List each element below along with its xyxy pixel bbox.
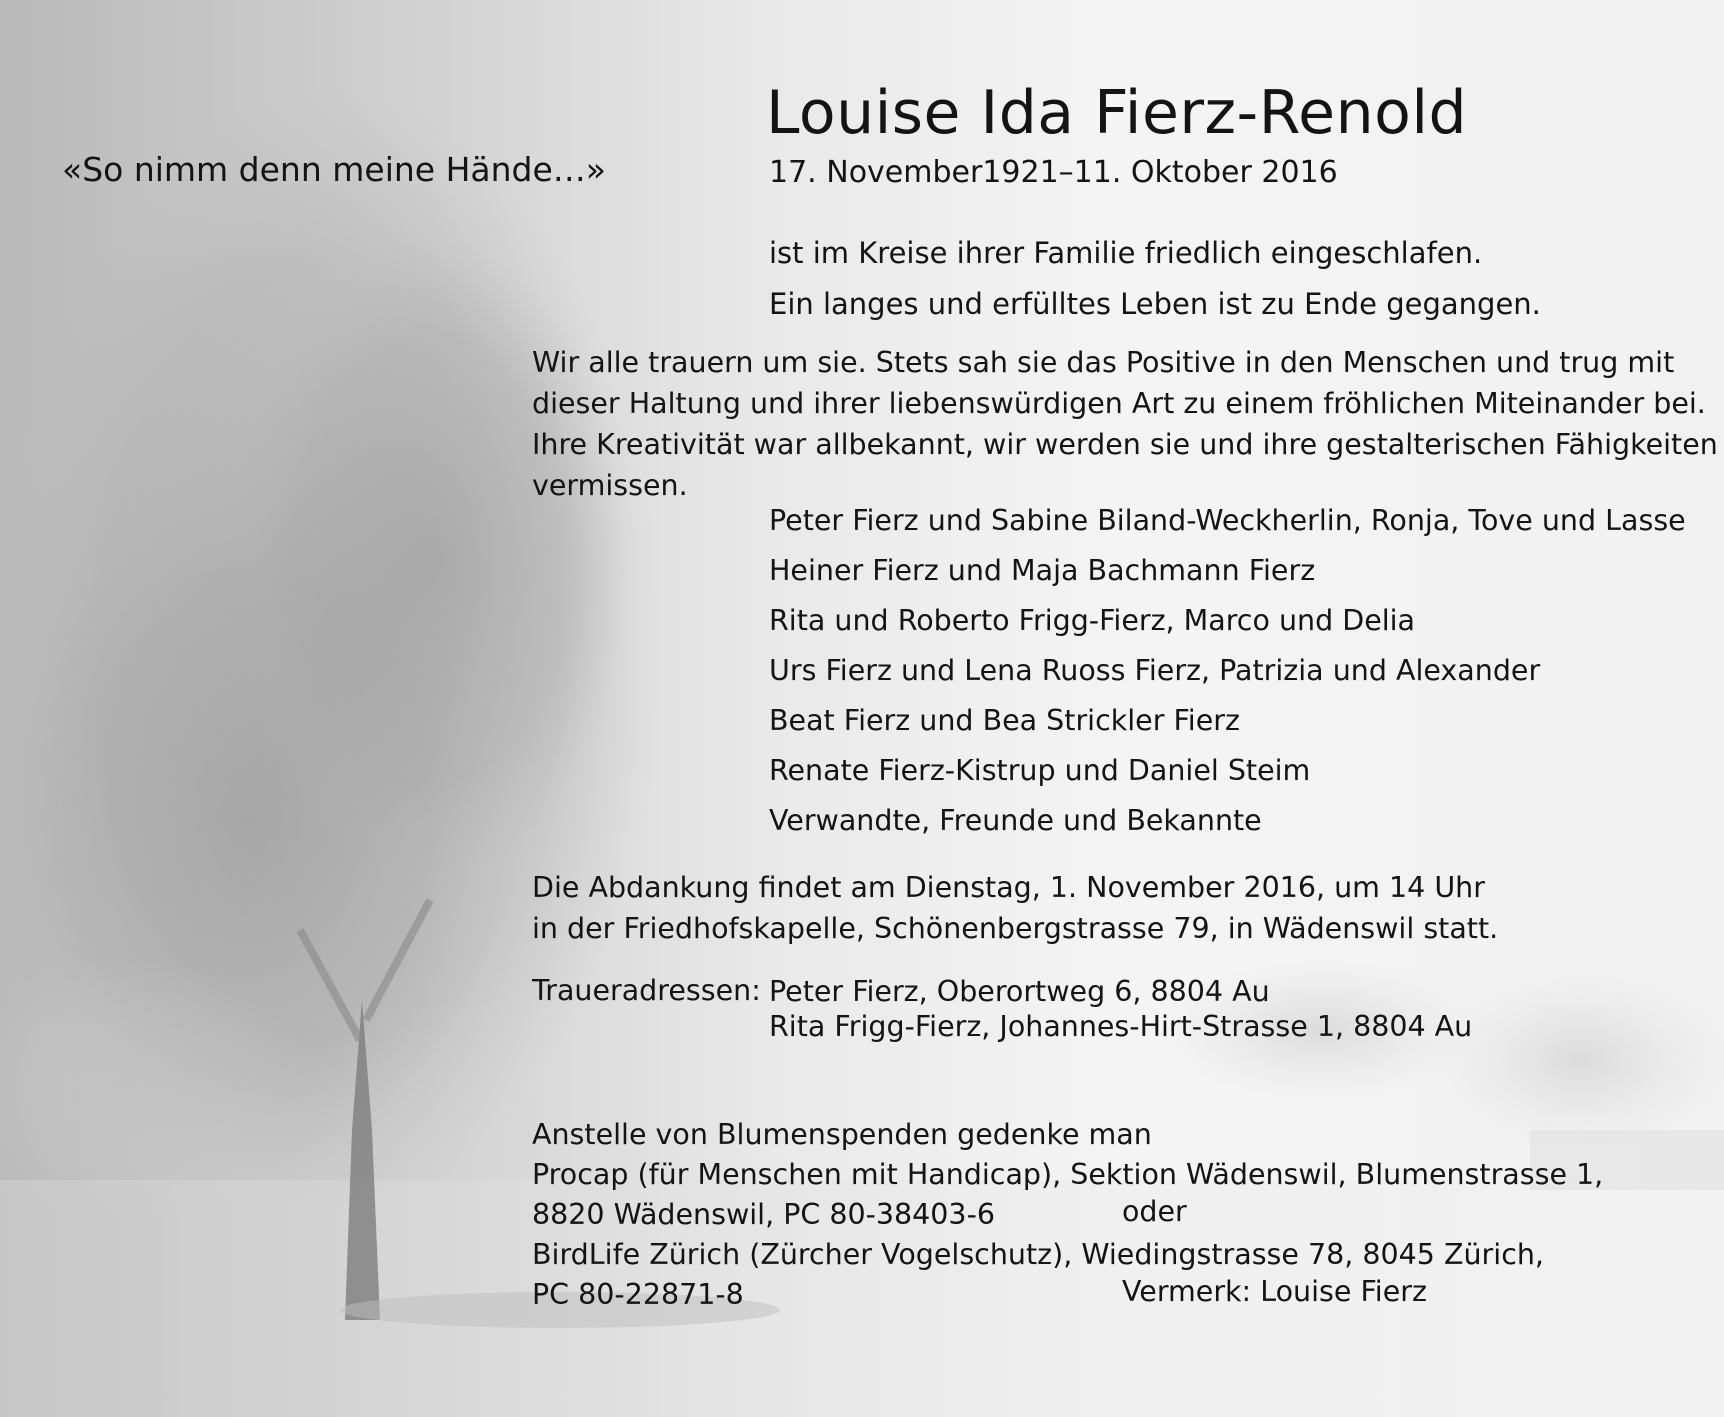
donation-or: oder [1122, 1195, 1187, 1228]
mourner-entry: Renate Fierz-Kistrup und Daniel Steim [769, 754, 1311, 787]
tribute-line: vermissen. [532, 469, 688, 502]
mourner-entry: Heiner Fierz und Maja Bachmann Fierz [769, 554, 1316, 587]
mourner-entry: Peter Fierz und Sabine Biland-Weckherlin, Ronja, Tove und Lasse [769, 504, 1686, 537]
tribute-line: Wir alle trauern um sie. Stets sah sie das Positive in den Menschen und trug mit [532, 346, 1675, 379]
address-line: Peter Fierz, Oberortweg 6, 8804 Au [769, 975, 1270, 1008]
deceased-name: Louise Ida Fierz-Renold [766, 78, 1468, 148]
donations-info [532, 1115, 1603, 1315]
donation-line: Anstelle von Blumenspenden gedenke man [532, 1118, 1152, 1151]
life-dates: 17. November1921–11. Oktober 2016 [769, 155, 1338, 190]
donation-line: Procap (für Menschen mit Handicap), Sektion Wädenswil, Blumenstrasse 1, [532, 1158, 1604, 1191]
donation-line: 8820 Wädenswil, PC 80-38403-6 [532, 1198, 995, 1231]
ceremony-line: in der Friedhofskapelle, Schönenbergstrasse 79, in Wädenswil statt. [532, 912, 1499, 945]
intro-line: ist im Kreise ihrer Familie friedlich eingeschlafen. [769, 236, 1483, 270]
mourner-entry: Rita und Roberto Frigg-Fierz, Marco und Delia [769, 604, 1416, 637]
motto-quote: «So nimm denn meine Hände…» [62, 150, 606, 189]
donation-note: Vermerk: Louise Fierz [1122, 1275, 1427, 1308]
donation-line: BirdLife Zürich (Zürcher Vogelschutz), Wiedingstrasse 78, 8045 Zürich, [532, 1238, 1544, 1271]
addresses-list [769, 974, 1472, 1044]
tribute-line: Ihre Kreativität war allbekannt, wir werden sie und ihre gestalterischen Fähigkeiten [532, 428, 1718, 461]
ceremony-line: Die Abdankung findet am Dienstag, 1. November 2016, um 14 Uhr [532, 871, 1485, 904]
mourner-entry: Urs Fierz und Lena Ruoss Fierz, Patrizia und Alexander [769, 654, 1541, 687]
ceremony-info [532, 867, 1498, 949]
mourner-entry: Verwandte, Freunde und Bekannte [769, 804, 1262, 837]
tribute-paragraph [532, 342, 1718, 506]
addresses-label: Traueradressen: [532, 974, 761, 1007]
mourners-list [769, 496, 1686, 846]
address-line: Rita Frigg-Fierz, Johannes-Hirt-Strasse 1, 8804 Au [769, 1010, 1473, 1043]
donation-line: PC 80-22871-8 [532, 1278, 744, 1311]
intro-paragraph [769, 228, 1541, 330]
tribute-line: dieser Haltung und ihrer liebenswürdigen Art zu einem fröhlichen Miteinander bei. [532, 387, 1706, 420]
mourner-entry: Beat Fierz und Bea Strickler Fierz [769, 704, 1240, 737]
intro-line: Ein langes und erfülltes Leben ist zu Ende gegangen. [769, 287, 1541, 321]
